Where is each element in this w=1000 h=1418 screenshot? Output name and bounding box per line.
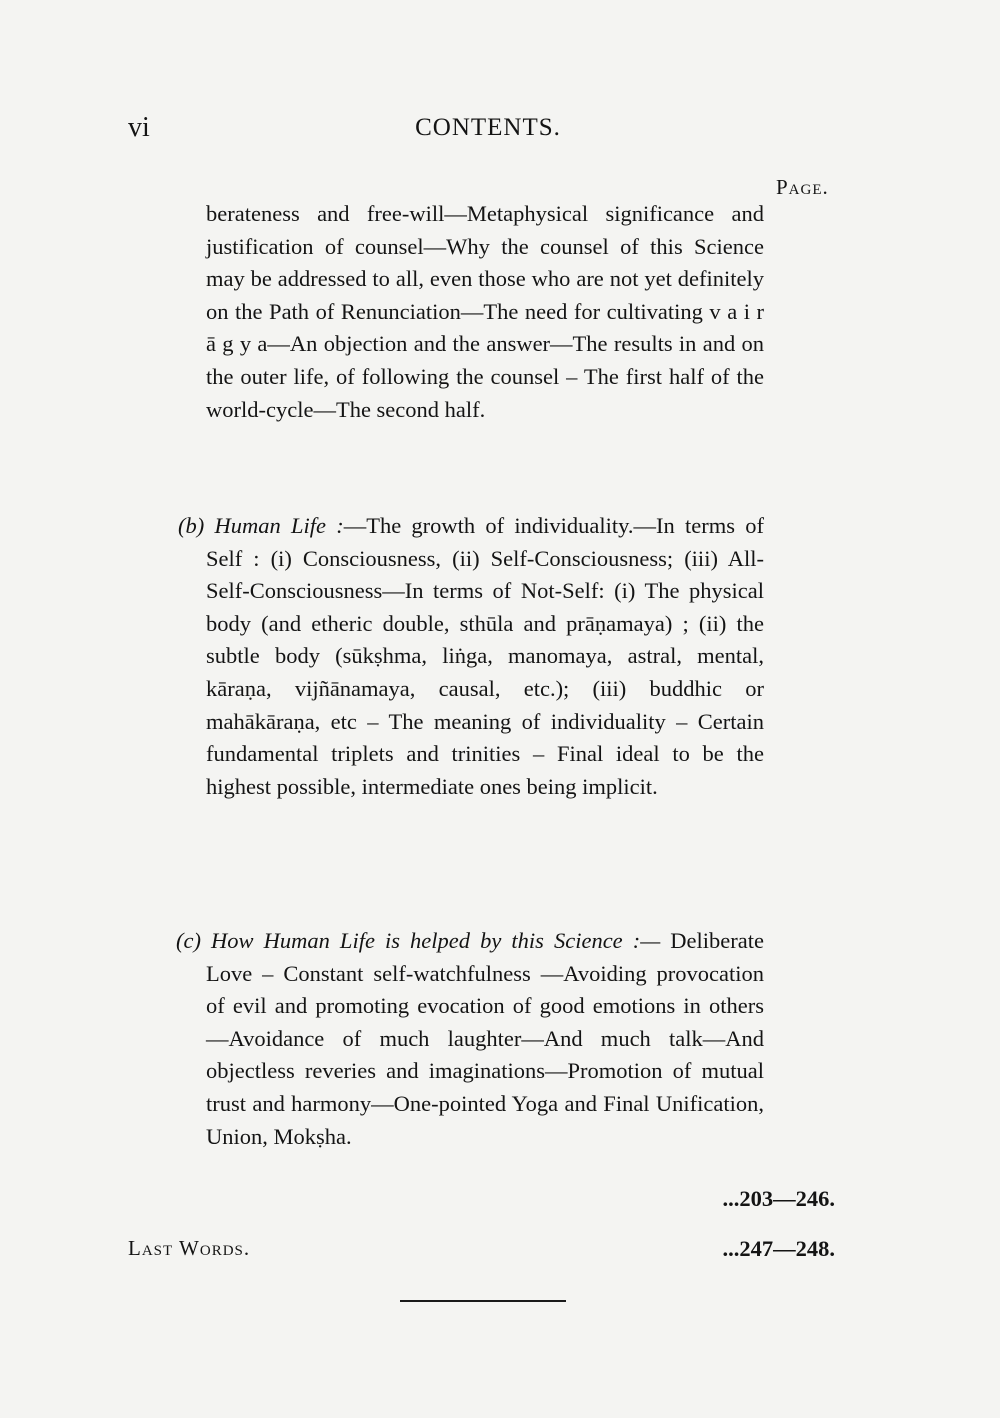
section-c-label: (c)	[176, 928, 201, 953]
continuation-entry	[206, 198, 764, 426]
section-b-text: —The growth of individuality.—In terms of Self : (i) Consciousness, (ii) Self-Consciousness; (iii) All-Self-Consciousness—In terms of Not-Self: (i) The physical body (and etheric double, sthūla and prāṇamaya) ; (ii) the subtle body (sūkṣhma, liṅga, manomaya, astral, mental, kāraṇa, vijñānamaya, causal, etc.); (iii) buddhic or mahākāraṇa, etc – The meaning of individuality – Certain fundamental triplets and trinities – Final ideal to be the highest possible, intermediate ones being implicit.	[206, 513, 764, 799]
section-c-entry	[176, 925, 764, 1153]
page-column-label: Page.	[776, 175, 829, 199]
section-b-entry	[178, 510, 764, 803]
continuation-text: berateness and free-will—Metaphysical significance and justification of counsel—Why the counsel of this Science may be addressed to all, even those who are not yet definitely on the Path of Renunciation—The need for cultivating v a i r ā g y a—An objection and the answer—The results in and on the outer life, of following the counsel – The first half of the world-cycle—The second half.	[206, 201, 764, 422]
section-c-page-range: ...203—246.	[722, 1186, 835, 1211]
page-title: CONTENTS.	[415, 114, 561, 141]
page-number: vi	[128, 112, 150, 143]
section-b-label: (b)	[178, 513, 205, 538]
section-c-text: Deliberate Love – Constant self-watchfulness —Avoiding provocation of evil and promoting evocation of good emotions in others—Avoidance of much laughter—And much talk—And objectless reveries and imaginations—Promotion of mutual trust and harmony—One-pointed Yoga and Final Unification, Union, Mokṣha.	[206, 928, 764, 1149]
section-c-paragraph	[176, 925, 764, 1153]
section-c-title: How Human Life is helped by this Science :—	[211, 928, 661, 953]
closing-rule	[400, 1300, 566, 1302]
last-words-page-range: ...247—248.	[722, 1236, 835, 1261]
last-words-label: Last Words.	[128, 1236, 251, 1260]
page-header	[128, 112, 848, 148]
section-b-paragraph	[178, 510, 764, 803]
section-b-title: Human Life :	[214, 513, 344, 538]
